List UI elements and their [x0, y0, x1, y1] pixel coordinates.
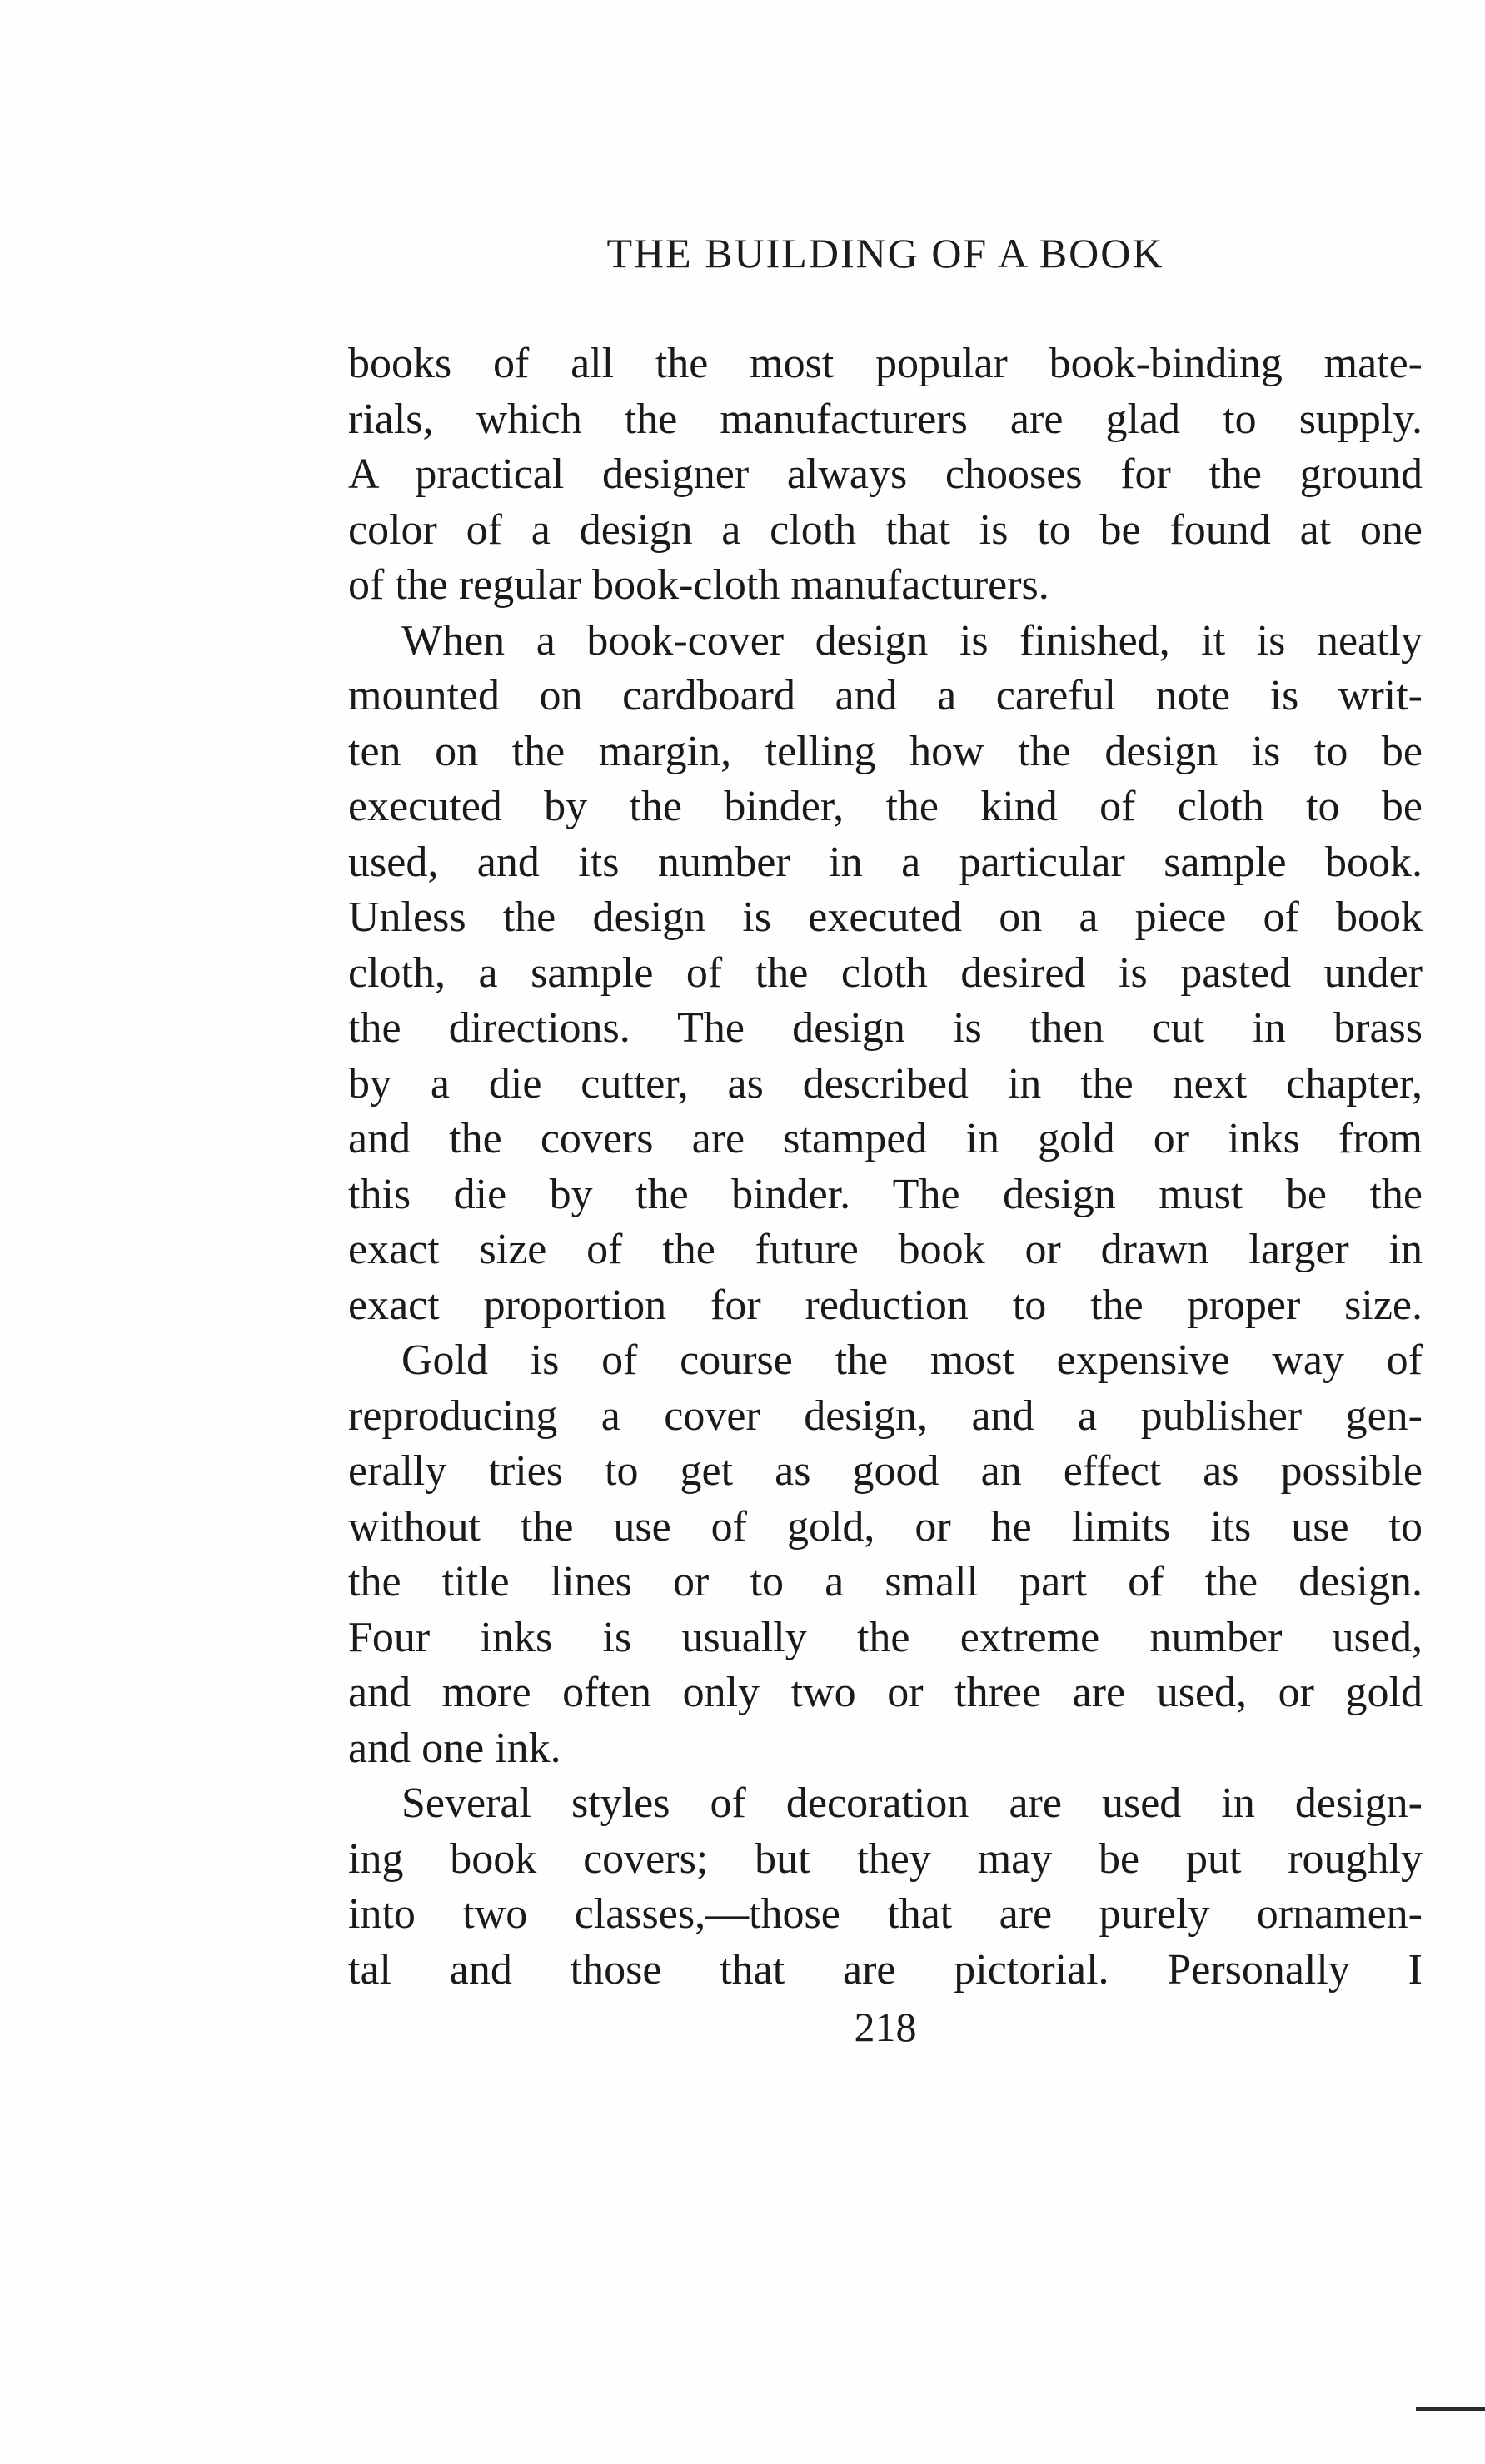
text-line: without the use of gold, or he limits its use to [348, 1502, 1423, 1551]
text-line: reproducing a cover design, and a publisher gen- [348, 1391, 1423, 1440]
scan-edge-mark [1416, 2407, 1485, 2411]
text-line: the directions. The design is then cut in brass [348, 1004, 1423, 1052]
text-line: Unless the design is executed on a piece of book [348, 894, 1423, 941]
body-text [348, 336, 1423, 1998]
text-line: Four inks is usually the extreme number used, [348, 1613, 1423, 1661]
text-line: Gold is of course the most expensive way of [401, 1337, 1423, 1384]
text-line: When a book-cover design is finished, it is neatly [401, 616, 1423, 665]
text-line: Several styles of decoration are used in design- [401, 1780, 1423, 1827]
text-line: and one ink. [348, 1724, 561, 1772]
text-line: tal and those that are pictorial. Personally I [348, 1945, 1423, 1994]
text-line: of the regular book-cloth manufacturers. [348, 561, 1049, 609]
text-line: ten on the margin, telling how the design is to be [348, 727, 1423, 775]
text-line: color of a design a cloth that is to be found at one [348, 505, 1423, 554]
page-number: 218 [854, 2004, 917, 2050]
text-line: and the covers are stamped in gold or inks from [348, 1115, 1423, 1162]
text-line: this die by the binder. The design must be the [348, 1170, 1423, 1218]
text-line: erally tries to get as good an effect as possible [348, 1447, 1423, 1495]
text-line: rials, which the manufacturers are glad to supply. [348, 395, 1423, 443]
text-line: A practical designer always chooses for the ground [348, 450, 1423, 498]
text-line: and more often only two or three are used, or gold [348, 1669, 1423, 1716]
text-line: ing book covers; but they may be put roughly [348, 1834, 1423, 1883]
text-line: books of all the most popular book-binding mate- [348, 340, 1423, 387]
running-head: THE BUILDING OF A BOOK [606, 230, 1164, 276]
text-line: by a die cutter, as described in the next chapter, [348, 1059, 1423, 1108]
text-line: the title lines or to a small part of the design. [348, 1558, 1423, 1605]
text-line: used, and its number in a particular sample book. [348, 838, 1423, 886]
text-line: exact size of the future book or drawn larger in [348, 1226, 1423, 1273]
text-line: mounted on cardboard and a careful note is writ- [348, 672, 1423, 719]
text-line: executed by the binder, the kind of cloth to be [348, 783, 1423, 830]
text-line: into two classes,—those that are purely ornamen- [348, 1890, 1423, 1938]
text-line: cloth, a sample of the cloth desired is pasted under [348, 948, 1423, 997]
text-line: exact proportion for reduction to the proper size. [348, 1281, 1423, 1329]
